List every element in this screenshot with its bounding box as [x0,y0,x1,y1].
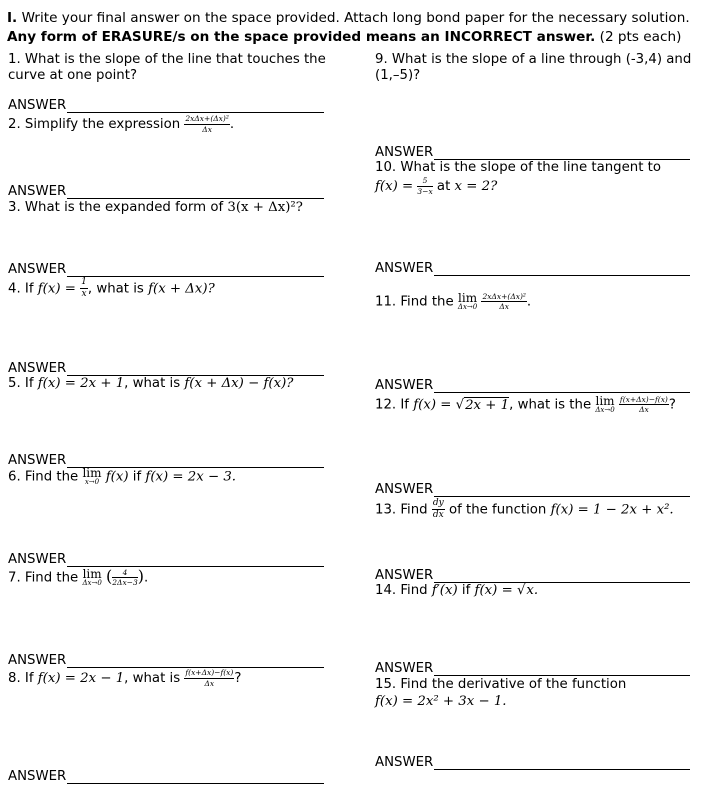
answer-label: ANSWER [8,262,67,277]
answer-line-4[interactable] [8,361,324,376]
question-13 [375,499,674,520]
question-12-text-b: , what is the [509,397,592,413]
answer-label: ANSWER [8,453,67,468]
question-13-text: 13. Find [375,502,428,518]
answer-line-15[interactable] [375,755,690,770]
fraction-expression: $\frac{5}{3-x}$ [417,176,433,196]
answer-line-14[interactable] [375,661,690,676]
math-expression: f(x) = 2x + 1 [37,376,125,391]
answer-line-10[interactable] [375,261,690,276]
question-10-text-b: at [436,179,451,194]
question-8-text: 8. If [8,671,34,686]
fraction-expression: $\frac{f(x+\Delta x)-f(x)}{\Delta x}$ [185,668,234,688]
answer-label: ANSWER [375,568,434,583]
answer-label: ANSWER [8,653,67,668]
question-12-text: 12. If [375,397,409,413]
answer-label: ANSWER [375,145,434,160]
question-7-text: 7. Find the [8,570,79,586]
question-5-text-b: , what is [124,376,181,391]
question-14-text: 14. Find [375,583,428,598]
question-4-text: 4. If [8,281,34,297]
answer-line-5[interactable] [8,453,324,468]
question-6-text: 6. Find the [8,469,79,485]
answer-label: ANSWER [8,184,67,199]
fraction-expression: $\frac{4}{2\Delta x-3}$ [112,567,138,587]
answer-line-8[interactable] [8,769,324,784]
math-expression: f(x) = [474,583,517,598]
answer-label: ANSWER [375,661,434,676]
answer-label: ANSWER [375,378,434,393]
answer-line-12[interactable] [375,482,690,497]
question-11: 11. Find the lim Δx→0 $\frac{\text{2xΔx+(Δx)²}}{\Delta x}$ . [375,291,532,311]
answer-label: ANSWER [8,361,67,376]
answer-label: ANSWER [8,98,67,113]
question-11-text: 11. Find the [375,294,454,310]
answer-label: ANSWER [375,261,434,276]
instructions-warning: Any form of ERASURE/s on the space provided means an INCORRECT answer. [7,29,596,45]
question-8-text-b: , what is [124,671,181,686]
answer-line-3[interactable] [8,262,324,277]
question-1: 1. What is the slope of the line that touches the curve at one point? [8,52,326,83]
limit-operator: lim x→0 [82,466,102,486]
derivative-operator: $\frac{dy}{dx}$ [432,498,444,520]
limit-operator: lim Δx→0 [457,291,478,311]
math-expression: 3(x + Δx)²? [227,200,303,215]
question-5 [8,376,293,392]
math-expression: f(x) [105,469,129,485]
fraction-expression: $\frac{1}{x}$ [81,277,87,299]
answer-line-13[interactable] [375,568,690,583]
fraction-expression: $\frac{f(x+\Delta x)-f(x)}{\Delta x}$ [619,394,668,414]
question-3 [8,200,303,216]
math-expression: f(x) = 2x − 1 [37,671,125,686]
limit-operator: lim Δx→0 [595,394,615,414]
question-10: 10. What is the slope of the line tangent to [375,160,661,175]
question-3-text: 3. What is the expanded form of [8,200,224,215]
answer-label: ANSWER [375,755,434,770]
math-expression: f(x + Δx)? [148,281,215,297]
question-2: 2. Simplify the expression $\frac{\text{2xΔx+(Δx)²}}{\Delta x}$ . [8,114,235,134]
question-10-line2 [375,177,497,195]
answer-label: ANSWER [8,552,67,567]
math-expression: x = 2? [454,179,498,194]
fraction-expression: $\frac{\text{2xΔx+(Δx)²}}{\Delta x}$ [482,291,526,311]
radical-expression: x. [526,583,539,598]
math-expression: f(x) = [413,397,456,413]
question-9: 9. What is the slope of a line through (-3,4) and (1,–5)? [375,52,692,83]
section-numeral: I. [7,10,18,26]
question-8: 8. If f(x) = 2x − 1, what is $\frac{f(x+\Delta x)-f(x)}{\Delta x}$ ? [8,668,242,688]
answer-line-7[interactable] [8,653,324,668]
question-15: 15. Find the derivative of the function [375,677,627,692]
math-expression: f(x) = 1 − 2x + x². [550,502,674,518]
instructions-text: Write your final answer on the space provided. Attach long bond paper for the necessary solution. [21,10,690,26]
answer-line-2[interactable] [8,184,324,199]
question-12: 12. If f(x) = √2x + 1, what is the lim Δx→0 $\frac{f(x+\Delta x)-f(x)}{\Delta x}$ ? [375,394,676,414]
answer-label: ANSWER [375,482,434,497]
instructions-points: (2 pts each) [599,29,682,45]
question-7: 7. Find the lim Δx→0 ( $\frac{4}{2\Delta x-3}$ ). [8,566,149,587]
question-4 [8,278,215,299]
radical-expression: 2x + 1 [465,397,510,413]
question-15-line2 [375,694,507,710]
fraction-expression: $\frac{\text{2xΔx+(Δx)²}}{\Delta x}$ [185,114,229,134]
instructions [7,9,707,47]
answer-line-9[interactable] [375,145,690,160]
answer-line-11[interactable] [375,378,690,393]
question-13-text-b: of the function [448,502,547,518]
question-5-text: 5. If [8,376,34,391]
math-expression: f′(x) [431,583,458,598]
question-4-text-b: , what is [87,281,144,297]
math-expression: f(x) = [375,179,418,194]
answer-line-6[interactable] [8,552,324,567]
question-14-text-b: if [461,583,471,598]
question-2-text: 2. Simplify the expression [8,117,181,132]
math-expression: f(x) = [37,281,81,297]
math-expression: f(x) = 2x − 3. [145,469,237,485]
math-expression: f(x) = 2x² + 3x − 1. [375,694,507,709]
answer-line-1[interactable] [8,98,324,113]
answer-label: ANSWER [8,769,67,784]
math-expression: f(x + Δx) − f(x)? [184,376,294,391]
limit-operator: lim Δx→0 [82,567,102,587]
question-6-text-b: if [132,469,142,485]
question-14: 14. Find f′(x) if f(x) = √x. [375,583,539,598]
question-6 [8,467,236,486]
